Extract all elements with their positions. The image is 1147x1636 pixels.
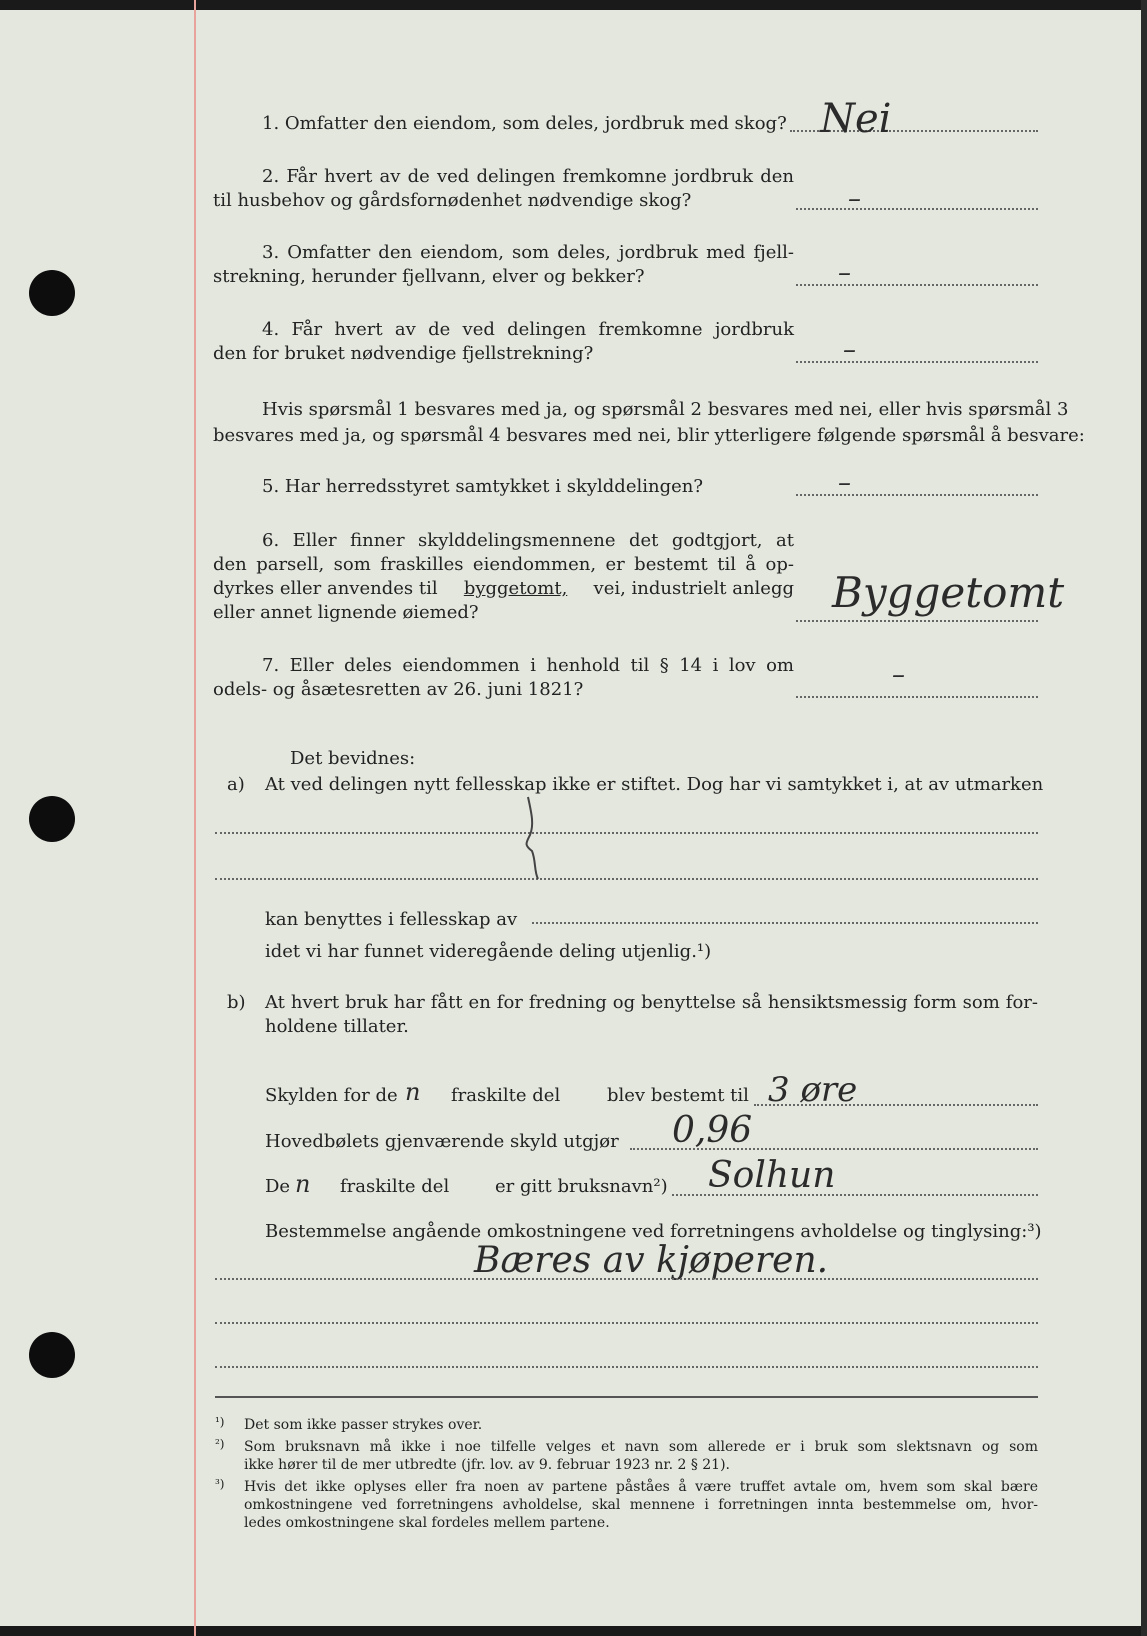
certification-heading: Det bevidnes: (290, 748, 416, 769)
bruksnavn-handwritten-n: n (295, 1170, 311, 1198)
certification-b-line2: holdene tillater. (265, 1016, 409, 1037)
answer-line-3 (796, 284, 1038, 286)
further-division-text: idet vi har funnet videregående deling utjenlig.¹) (265, 941, 712, 962)
answer-7-handwritten: – (892, 660, 905, 690)
question-4-text-line2: den for bruket nødvendige fjellstrekning? (213, 343, 594, 364)
conditional-instruction-line2: besvares med ja, og spørsmål 4 besvares med nei, blir ytterligere følgende spørsmål å besvare: (213, 425, 1085, 446)
footnote-3-line1: Hvis det ikke oplyses eller fra noen av partene påståes å være truffet avtale om, hvem som skal bære (244, 1479, 1038, 1495)
footnote-3-marker: ³) (215, 1477, 225, 1491)
question-6-text-line3 (213, 577, 794, 601)
footnote-2-line2: ikke hører til de mer utbredte (jfr. lov. av 9. februar 1923 nr. 2 § 21). (244, 1457, 731, 1473)
answer-3-handwritten: – (838, 258, 851, 288)
hovedbol-label: Hovedbølets gjenværende skyld utgjør (265, 1131, 619, 1152)
bruksnavn-label-middle: fraskilte del (340, 1176, 450, 1197)
question-6-text-line2: den parsell, som fraskilles eiendommen, er bestemt til å op- (213, 554, 794, 575)
footnote-2-marker: ²) (215, 1437, 225, 1451)
footnote-1-marker: ¹) (215, 1415, 225, 1429)
skyld-label-end: blev bestemt til (607, 1085, 749, 1106)
certification-b-label: b) (227, 992, 246, 1013)
shared-use-line (532, 922, 1038, 924)
footnote-2-line1: Som bruksnavn må ikke i noe tilfelle velges et navn som allerede er i bruk som slektsnavn og som (244, 1439, 1038, 1455)
scan-border-right (1141, 0, 1147, 1636)
question-6-text-line1: 6. Eller finner skylddelingsmennene det godtgjort, at (262, 530, 794, 551)
outfield-line-1 (215, 832, 1038, 834)
answer-1-handwritten: Nei (820, 96, 892, 142)
skyld-label-middle: fraskilte del (451, 1085, 561, 1106)
footnote-3-line3: ledes omkostningene skal fordeles mellem partene. (244, 1515, 610, 1531)
margin-line (194, 0, 196, 1636)
footnote-separator (215, 1396, 1038, 1398)
cost-line-2 (215, 1322, 1038, 1324)
answer-line-6 (796, 620, 1038, 622)
answer-2-handwritten: – (848, 184, 861, 214)
question-2-text-line2: til husbehov og gårdsfornødenhet nødvendige skog? (213, 190, 692, 211)
cost-decision-handwritten: Bæres av kjøperen. (474, 1240, 829, 1281)
hovedbol-value-handwritten: 0,96 (672, 1110, 753, 1151)
question-3-text-line2: strekning, herunder fjellvann, elver og bekker? (213, 266, 645, 287)
skyld-value-handwritten: 3 øre (768, 1070, 858, 1110)
question-6-underlined-option: byggetomt, (463, 578, 568, 599)
question-4-text-line1: 4. Får hvert av de ved delingen fremkomne jordbruk (262, 319, 794, 340)
bruksnavn-label-end: er gitt bruksnavn²) (495, 1176, 668, 1197)
shared-use-label: kan benyttes i fellesskap av (265, 909, 518, 930)
question-6-text-line3-end: vei, industrielt anlegg (593, 578, 794, 599)
scan-border-top (0, 0, 1147, 10)
punch-hole (29, 1332, 75, 1378)
certification-a-text: At ved delingen nytt fellesskap ikke er stiftet. Dog har vi samtykket i, at av utmarken (265, 774, 1044, 795)
question-2-text-line1: 2. Får hvert av de ved delingen fremkomne jordbruk den (262, 166, 794, 187)
bruksnavn-value-handwritten: Solhun (708, 1155, 836, 1196)
answer-6-handwritten: Byggetomt (832, 568, 1065, 617)
footnote-1-text: Det som ikke passer strykes over. (244, 1417, 483, 1433)
punch-hole (29, 796, 75, 842)
handwritten-brace (520, 795, 550, 880)
question-7-text-line1: 7. Eller deles eiendommen i henhold til § 14 i lov om (262, 655, 794, 676)
question-5-text: 5. Har herredsstyret samtykket i skylddelingen? (262, 476, 703, 497)
bruksnavn-label-start: De (265, 1176, 291, 1197)
cost-decision-label: Bestemmelse angående omkostningene ved forretningens avholdelse og tinglysing:³) (265, 1221, 1042, 1242)
answer-line-2 (796, 208, 1038, 210)
answer-line-5 (796, 494, 1038, 496)
question-1-text: 1. Omfatter den eiendom, som deles, jordbruk med skog? (262, 113, 787, 134)
conditional-instruction-line1: Hvis spørsmål 1 besvares med ja, og spørsmål 2 besvares med nei, eller hvis spørsmål 3 (262, 399, 1069, 420)
skyld-label-start: Skylden for de (265, 1085, 398, 1106)
certification-a-label: a) (227, 774, 245, 795)
answer-4-handwritten: – (843, 335, 856, 365)
question-7-text-line2: odels- og åsætesretten av 26. juni 1821? (213, 679, 584, 700)
footnote-3-line2: omkostningene ved forretningens avholdelse, skal mennene i forretningen innta bestemmelse om, hvor- (244, 1497, 1038, 1513)
punch-hole (29, 270, 75, 316)
cost-line-3 (215, 1366, 1038, 1368)
skyld-handwritten-n: n (405, 1078, 421, 1106)
outfield-line-2 (215, 878, 1038, 880)
question-6-text-line3-start: dyrkes eller anvendes til (213, 578, 438, 599)
certification-b-line1: At hvert bruk har fått en for fredning og benyttelse så hensiktsmessig form som for- (265, 992, 1038, 1013)
cost-line-1 (215, 1278, 1038, 1280)
question-6-text-line4: eller annet lignende øiemed? (213, 602, 479, 623)
answer-line-4 (796, 361, 1038, 363)
answer-line-7 (796, 696, 1038, 698)
answer-5-handwritten: – (838, 468, 851, 498)
question-3-text-line1: 3. Omfatter den eiendom, som deles, jordbruk med fjell- (262, 242, 794, 263)
scan-border-bottom (0, 1626, 1147, 1636)
